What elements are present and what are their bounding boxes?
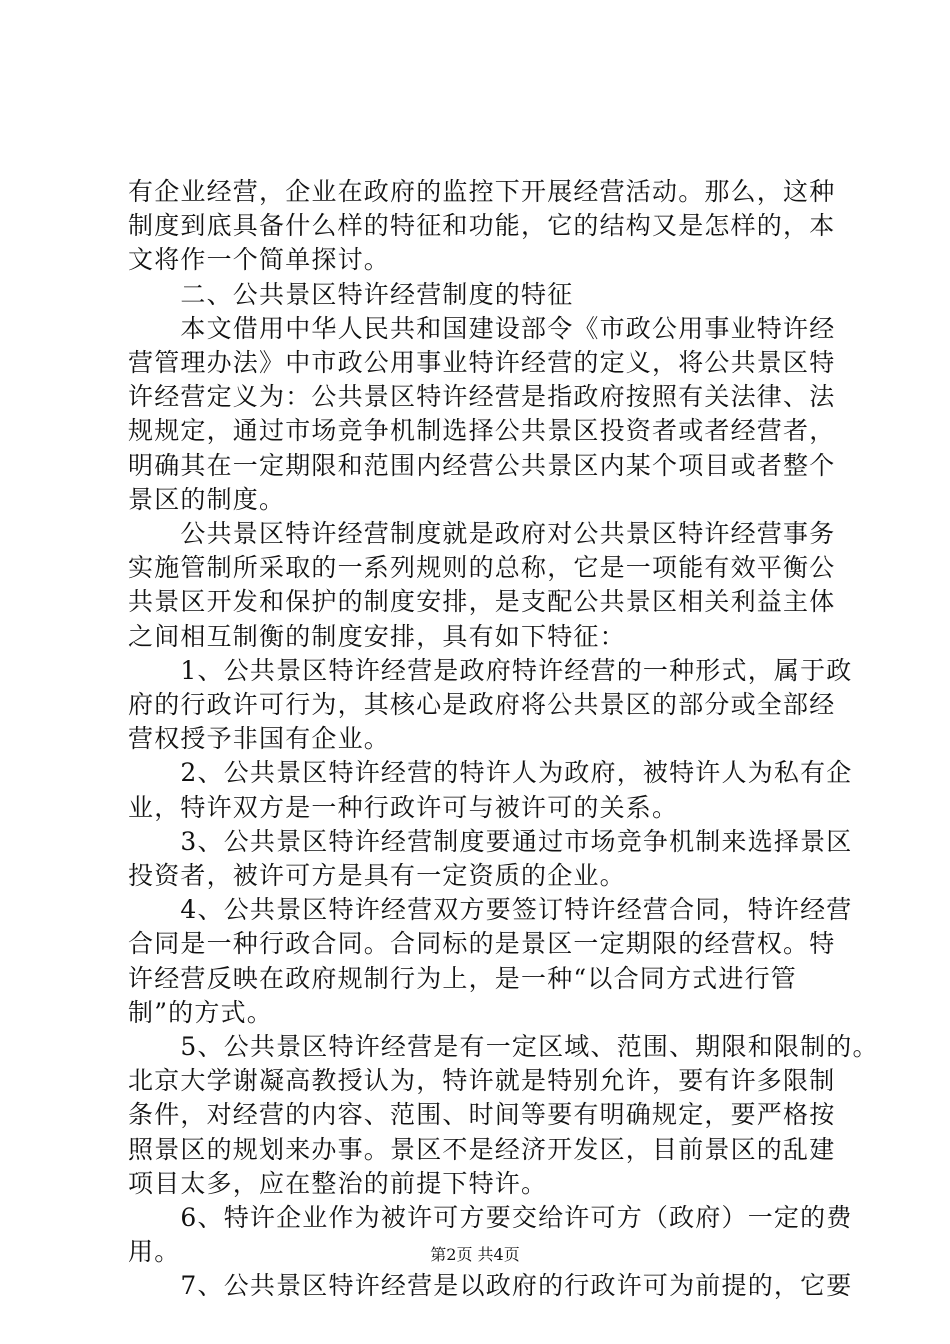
text-line: 景区的制度。 [128, 484, 286, 514]
text-line: 营管理办法》中市政公用事业特许经营的定义，将公共景区特 [128, 348, 836, 377]
text-line: 用。 [128, 1237, 181, 1267]
text-line: 本文借用中华人民共和国建设部令《市政公用事业特许经 [128, 313, 836, 343]
text-line: 5、公共景区特许经营是有一定区域、范围、期限和限制的。 [128, 1032, 879, 1061]
text-line: 有企业经营，企业在政府的监控下开展经营活动。那么，这种 [128, 177, 836, 206]
text-line: 4、公共景区特许经营双方要签订特许经营合同，特许经营 [128, 895, 853, 925]
text-line: 业，特许双方是一种行政许可与被许可的关系。 [128, 792, 679, 822]
text-line: 1、公共景区特许经营是政府特许经营的一种形式，属于政 [128, 655, 853, 685]
text-line: 营权授予非国有企业。 [128, 724, 391, 754]
text-line: 二、公共景区特许经营制度的特征 [128, 279, 574, 309]
text-line: 7、公共景区特许经营是以政府的行政许可为前提的，它要 [128, 1271, 853, 1301]
text-line: 府的行政许可行为，其核心是政府将公共景区的部分或全部经 [128, 690, 836, 719]
text-line: 许经营反映在政府规制行为上，是一种“以合同方式进行管 [128, 963, 797, 993]
text-line: 北京大学谢凝高教授认为，特许就是特别允许，要有许多限制 [128, 1066, 836, 1096]
text-line: 规规定，通过市场竞争机制选择公共景区投资者或者经营者， [128, 416, 836, 446]
text-line: 条件，对经营的内容、范围、时间等要有明确规定，要严格按 [128, 1100, 836, 1130]
text-line: 投资者，被许可方是具有一定资质的企业。 [128, 861, 626, 890]
text-line: 项目太多，应在整治的前提下特许。 [128, 1168, 548, 1198]
text-line: 合同是一种行政合同。合同标的是景区一定期限的经营权。特 [128, 929, 836, 959]
text-line: 实施管制所采取的一系列规则的总称，它是一项能有效平衡公 [128, 553, 836, 583]
text-line: 明确其在一定期限和范围内经营公共景区内某个项目或者整个 [128, 450, 836, 480]
text-line: 之间相互制衡的制度安排，具有如下特征： [128, 621, 626, 651]
text-line: 制度到底具备什么样的特征和功能，它的结构又是怎样的，本 [128, 211, 836, 241]
text-line: 许经营定义为：公共景区特许经营是指政府按照有关法律、法 [128, 382, 836, 412]
text-line: 共景区开发和保护的制度安排，是支配公共景区相关利益主体 [128, 587, 836, 617]
text-line: 2、公共景区特许经营的特许人为政府，被特许人为私有企 [128, 758, 853, 788]
page-footer: 第2页 共4页 [430, 1245, 520, 1264]
text-line: 3、公共景区特许经营制度要通过市场竞争机制来选择景区 [128, 826, 853, 856]
text-line: 文将作一个简单探讨。 [128, 245, 391, 275]
text-line: 制”的方式。 [128, 997, 273, 1027]
text-line: 公共景区特许经营制度就是政府对公共景区特许经营事务 [128, 519, 836, 548]
text-line: 6、特许企业作为被许可方要交给许可方（政府）一定的费 [128, 1203, 853, 1232]
text-line: 照景区的规划来办事。景区不是经济开发区，目前景区的乱建 [128, 1134, 836, 1164]
